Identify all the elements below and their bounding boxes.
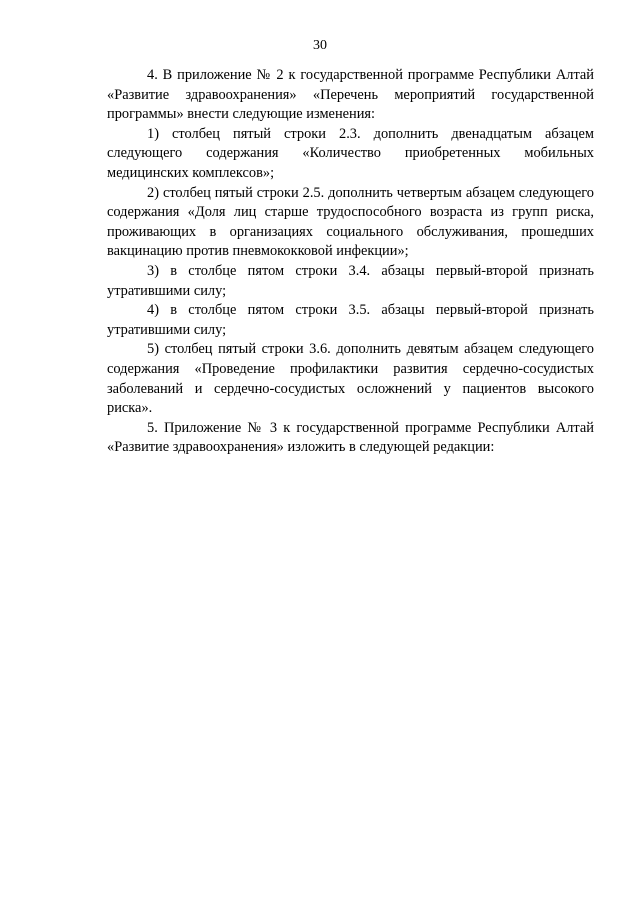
paragraph-subitem-2: 2) столбец пятый строки 2.5. дополнить четвертым абзацем следующего содержания «Доля лиц старше трудоспособного возраста из групп риска, проживающих в организациях социального обслуживания, прошедших вакцинацию против пневмококковой инфекции»; (107, 184, 594, 260)
paragraph-subitem-5: 5) столбец пятый строки 3.6. дополнить девятым абзацем следующего содержания «Проведение профилактики развития сердечно-сосудистых заболеваний и сердечно-сосудистых осложнений у пациентов высокого риска». (107, 341, 594, 417)
paragraph-item-5: 5. Приложение № 3 к государственной программе Республики Алтай «Развитие здравоохранения» изложить в следующей редакции: (107, 419, 594, 456)
paragraph-subitem-1: 1) столбец пятый строки 2.3. дополнить двенадцатым абзацем следующего содержания «Количество приобретенных мобильных медицинских комплексов»; (107, 125, 594, 181)
paragraph-item-4: 4. В приложение № 2 к государственной программе Республики Алтай «Развитие здравоохранения» «Перечень мероприятий государственной программы» внести следующие изменения: (107, 67, 594, 123)
page-number: 30 (313, 38, 327, 53)
paragraph-subitem-3: 3) в столбце пятом строки 3.4. абзацы первый-второй признать утратившими силу; (107, 262, 594, 299)
paragraph-subitem-4: 4) в столбце пятом строки 3.5. абзацы первый-второй признать утратившими силу; (107, 302, 594, 338)
document-body (107, 66, 594, 458)
